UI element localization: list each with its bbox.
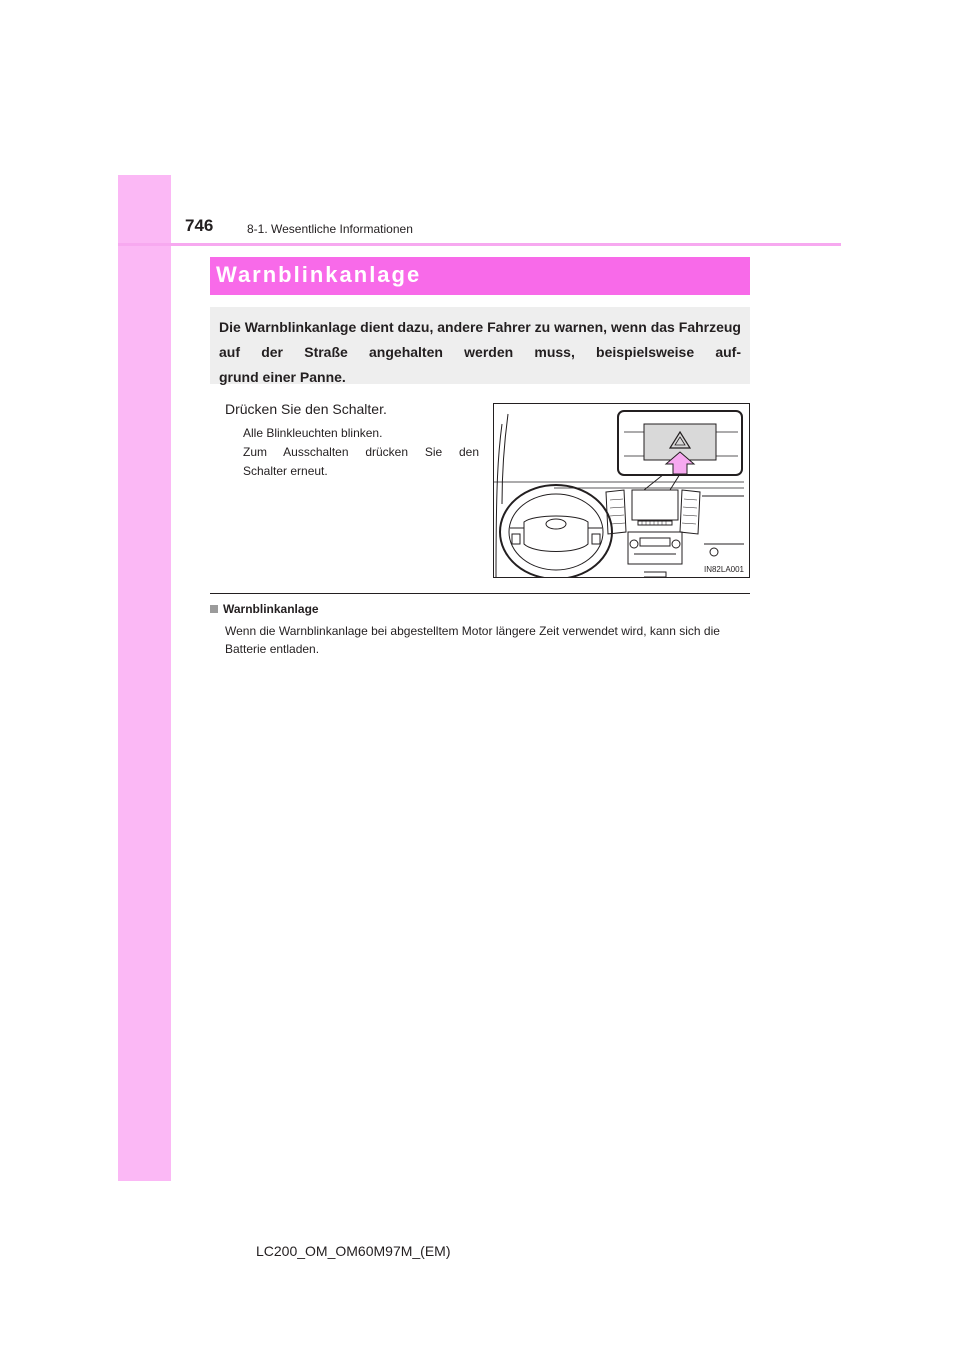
note-heading-text: Warnblinkanlage [223,602,319,616]
step-description [243,424,479,481]
note-heading [210,602,319,616]
dashboard-drawing [494,404,749,577]
right-dash-knob [710,548,718,556]
right-switch-pad [592,534,600,544]
steering-hub [524,516,588,552]
header-rule [118,243,841,246]
left-knob [630,540,638,548]
figure-code: IN82LA001 [703,565,744,574]
page-title: Warnblinkanlage [216,262,422,287]
intro-text-last: grund einer Panne. [219,369,346,385]
square-bullet-icon [210,605,218,613]
steering-wheel-inner [509,494,603,570]
step-title: Drücken Sie den Schalter. [225,401,387,417]
intro-text [219,315,741,390]
steering-wheel-rim [500,485,612,577]
audio-slot [640,538,670,546]
a-pillar-line [496,424,502,577]
footer-code: LC200_OM_OM60M97M_(EM) [256,1243,451,1259]
windshield-edge [502,414,508,504]
dashboard-illustration [493,403,750,578]
title-bar [210,257,750,295]
chapter-side-tab [118,175,171,1181]
notes-divider [210,593,750,594]
left-switch-pad [512,534,520,544]
steering-logo [546,519,566,529]
intro-box [210,307,750,384]
step-line-2: Zum Ausschalten drücken Sie den [243,445,479,459]
right-knob [672,540,680,548]
left-vent [606,490,626,534]
note-text: Wenn die Warnblinkanlage bei abgestelltem Motor längere Zeit verwendet wird, kann sich die Batterie entladen. [225,624,720,656]
console-edge [644,572,666,577]
step-line-3: Schalter erneut. [243,464,328,478]
intro-text-main: Die Warnblinkanlage dient dazu, andere Fahrer zu warnen, wenn das Fahrzeug auf der Straße angehalten werden muss, beispielsweise auf- [219,319,741,360]
page-number: 746 [185,216,214,235]
right-vent [680,490,700,534]
center-lower-panel [628,532,682,564]
center-display [632,490,678,520]
center-button-row [638,521,672,525]
section-title: 8-1. Wesentliche Informationen [247,222,413,236]
step-line-1: Alle Blinkleuchten blinken. [243,426,383,440]
